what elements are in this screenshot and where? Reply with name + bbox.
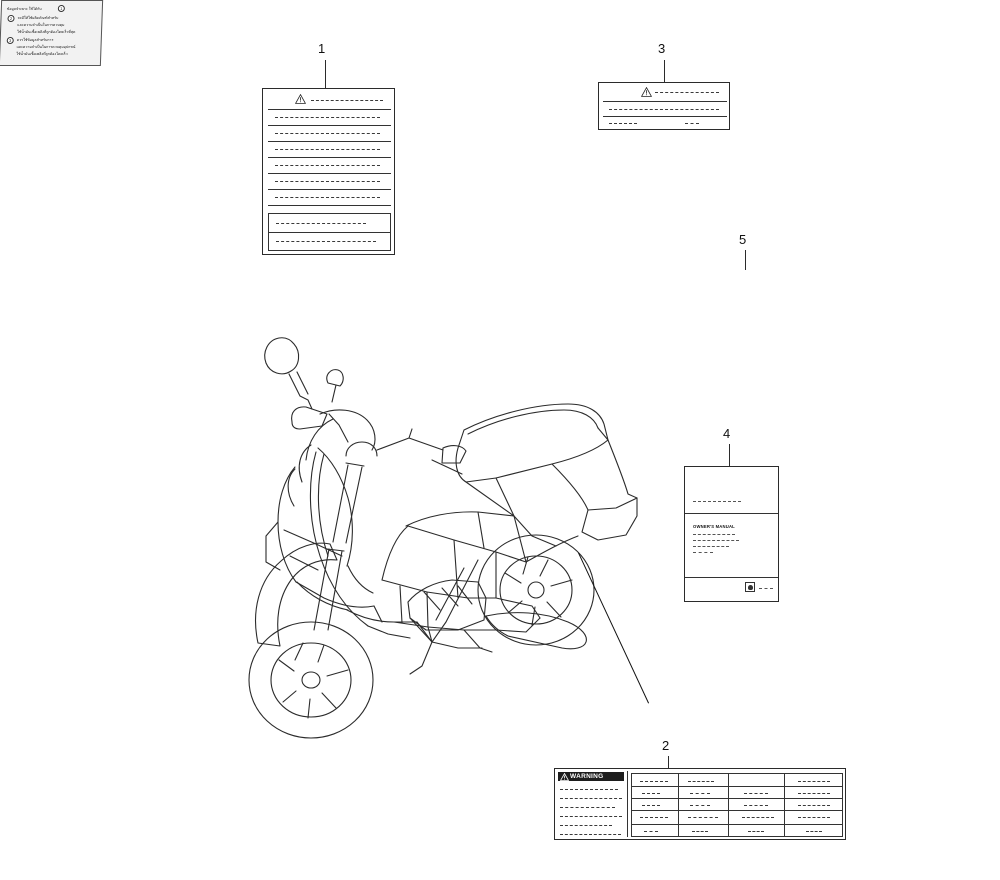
label-4-top-dashes [693, 501, 741, 503]
table-cell-r1c1 [640, 781, 668, 783]
table-cell-r4c2 [688, 817, 718, 819]
callout-number-1: 1 [318, 41, 326, 56]
motorcycle-line-drawing [196, 330, 666, 750]
label-5-line-7: ใช้น้ำมันเชื้อเพลิงที่ถูกต้องโดยเร็ว [16, 52, 68, 56]
table-cell-r5c3 [748, 831, 764, 833]
table-cell-r3c3 [744, 805, 768, 807]
label-1-line-5 [275, 181, 380, 183]
leader-line-5 [745, 250, 746, 270]
label-1-lower-panel [268, 213, 391, 251]
leader-line-3 [664, 60, 665, 82]
table-cell-r5c2 [692, 831, 708, 833]
table-cell-r1c2 [688, 781, 714, 783]
label-4-footer-dashes [759, 588, 773, 590]
label-4-owners-manual[interactable] [684, 466, 779, 602]
table-cell-r5c4 [806, 831, 822, 833]
table-rule-4 [632, 824, 842, 825]
label-5-line-3: และความจำเป็นในการควบคุม [17, 23, 65, 27]
table-cell-r2c1 [642, 793, 660, 795]
warning-banner-text: WARNING [570, 773, 604, 780]
label-4-body-line-2 [693, 540, 739, 542]
table-col-2 [728, 774, 729, 836]
table-rule-1 [632, 786, 842, 787]
label-1-line-2 [275, 133, 380, 135]
label-4-body-line-1 [693, 534, 735, 536]
table-cell-r3c4 [798, 805, 830, 807]
label-4-body-line-3 [693, 546, 729, 548]
label-2-left-line-1 [560, 789, 618, 791]
label-5-line-4: ใช้น้ำมันเชื้อเพลิงที่ถูกต้องโดยเร็วที่สุด [16, 30, 76, 34]
label-1-rule-7 [269, 232, 390, 233]
table-col-1 [678, 774, 679, 836]
callout-number-5: 5 [739, 232, 747, 247]
label-3-header [603, 86, 727, 98]
label-4-title: OWNER'S MANUAL [693, 524, 735, 529]
label-1-line-9 [276, 241, 376, 243]
warning-triangle-icon [641, 87, 652, 97]
callout-number-2: 2 [662, 738, 670, 753]
label-1-line-1 [275, 117, 380, 119]
label-3-line-3b [685, 123, 699, 125]
warning-triangle-icon [295, 94, 306, 104]
table-rule-3 [632, 810, 842, 811]
leader-line-2 [668, 756, 669, 768]
label-2-divider [627, 771, 628, 837]
callout-number-3: 3 [658, 41, 666, 56]
label-1-rule-6 [268, 205, 391, 206]
label-4-rule-2 [685, 577, 778, 578]
table-cell-r3c1 [642, 805, 660, 807]
label-1-rule-1 [268, 125, 391, 126]
label-2-left-line-3 [560, 807, 615, 809]
circle-mark-1-icon: 1 [58, 5, 65, 12]
label-3-rule-1 [603, 101, 727, 102]
circle-mark-3-icon: 3 [7, 37, 14, 44]
label-1-line-4 [275, 165, 380, 167]
label-1-general-warning[interactable] [262, 88, 395, 255]
label-1-header [269, 93, 390, 106]
warning-banner [558, 772, 624, 781]
circle-mark-2-icon: 2 [7, 15, 14, 22]
label-5-line-1: ข้อมูลจำเพาะ ใช้ได้กับ [6, 7, 42, 11]
table-col-3 [784, 774, 785, 836]
label-2-left-line-6 [560, 834, 621, 836]
callout-number-4: 4 [723, 426, 731, 441]
label-1-rule-2 [268, 141, 391, 142]
warning-triangle-icon [560, 773, 569, 784]
leader-line-1 [325, 60, 326, 88]
label-1-line-6 [275, 197, 380, 199]
label-1-rule-4 [268, 173, 391, 174]
label-4-body-line-4 [693, 552, 713, 554]
label-3-rule-2 [603, 116, 727, 117]
label-2-table [631, 773, 843, 837]
label-1-line-3 [275, 149, 380, 151]
table-cell-r4c4 [798, 817, 830, 819]
leader-line-4 [729, 444, 730, 466]
label-5-line-5: ควรใช้ข้อมูลสำหรับการ [16, 38, 54, 42]
table-cell-r1c4 [798, 781, 830, 783]
label-1-rule-top [268, 109, 391, 110]
label-5-line-2: จะมีให้ใช้ผลิตภัณฑ์สำหรับ [17, 16, 59, 20]
label-4-rule-1 [685, 513, 778, 514]
label-3-line-2 [609, 109, 719, 111]
label-2-tire-pressure-warning[interactable] [554, 768, 846, 840]
label-5-thai-info[interactable] [0, 0, 103, 66]
label-1-rule-5 [268, 189, 391, 190]
manual-book-icon [745, 582, 755, 592]
label-1-header-dashes [311, 100, 383, 102]
label-3-line-3a [609, 123, 637, 125]
table-cell-r2c3 [744, 793, 768, 795]
table-cell-r3c2 [690, 805, 710, 807]
label-2-left-line-2 [560, 798, 622, 800]
table-cell-r5c1 [644, 831, 658, 833]
label-2-left-line-5 [560, 825, 612, 827]
label-1-line-8 [276, 223, 366, 225]
table-rule-2 [632, 798, 842, 799]
label-1-rule-3 [268, 157, 391, 158]
table-cell-r4c3 [742, 817, 774, 819]
label-2-left-line-4 [560, 816, 622, 818]
label-2-left-block [558, 785, 624, 838]
label-5-line-6: และความจำเป็นในการควบคุมอุปกรณ์ [16, 45, 76, 49]
label-3-header-dashes [655, 92, 719, 94]
table-cell-r2c4 [798, 793, 830, 795]
table-cell-r4c1 [640, 817, 668, 819]
table-cell-r2c2 [690, 793, 710, 795]
label-3-small-warning[interactable] [598, 82, 730, 130]
